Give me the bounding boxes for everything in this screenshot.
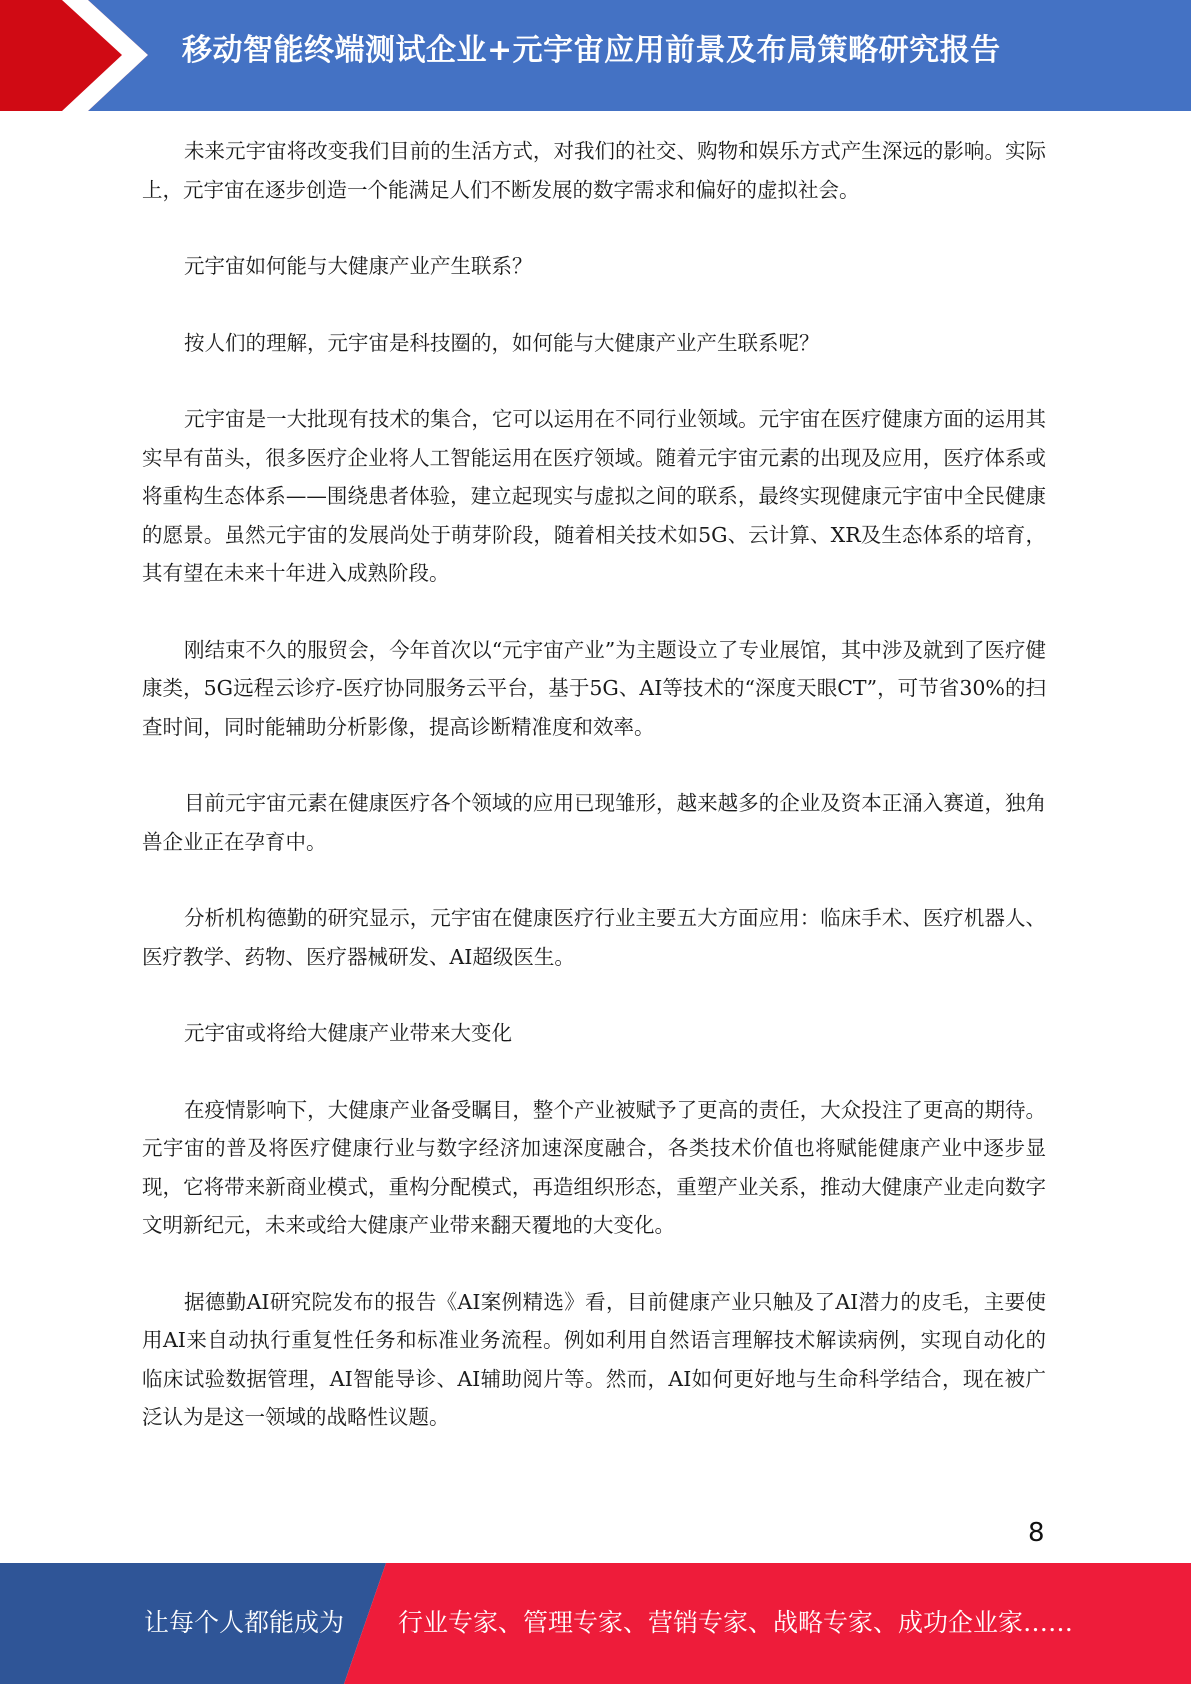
- section-heading: 元宇宙或将给大健康产业带来大变化: [184, 1021, 512, 1045]
- footer-slogan-left: 让每个人都能成为: [144, 1608, 345, 1637]
- paragraph: 据德勤AI研究院发布的报告《AI案例精选》看，目前健康产业只触及了AI潜力的皮毛，主要使用AI来自动执行重复性任务和标准业务流程。例如利用自然语言理解技术解读病例，实现自动化的临床试验数据管理，AI智能导诊、AI辅助阅片等。然而，AI如何更好地与生命科学结合，现在被广泛认为是这一领域的战略性议题。: [142, 1289, 1046, 1429]
- footer-band: [0, 1563, 1191, 1684]
- paragraph: 按人们的理解，元宇宙是科技圈的，如何能与大健康产业产生联系呢？: [184, 330, 820, 355]
- paragraph: 分析机构德勤的研究显示，元宇宙在健康医疗行业主要五大方面应用：临床手术、医疗机器人、医疗教学、药物、医疗器械研发、AI超级医生。: [142, 906, 1046, 969]
- paragraph: 在疫情影响下，大健康产业备受瞩目，整个产业被赋予了更高的责任，大众投注了更高的期待。元宇宙的普及将医疗健康行业与数字经济加速深度融合，各类技术价值也将赋能健康产业中逐步显现，它将带来新商业模式，重构分配模式，再造组织形态，重塑产业关系，推动大健康产业走向数字文明新纪元，未来或给大健康产业带来翻天覆地的大变化。: [142, 1097, 1046, 1237]
- article-body: [142, 132, 1046, 1475]
- paragraph: 刚结束不久的服贸会，今年首次以“元宇宙产业”为主题设立了专业展馆，其中涉及就到了医疗健康类，5G远程云诊疗-医疗协同服务云平台，基于5G、AI等技术的“深度天眼CT”，可节省30%的扫查时间，同时能辅助分析影像，提高诊断精准度和效率。: [142, 637, 1046, 739]
- section-heading: 元宇宙如何能与大健康产业产生联系？: [184, 254, 533, 278]
- footer-slogan-right: 行业专家、管理专家、营销专家、战略专家、成功企业家……: [398, 1608, 1074, 1637]
- report-title: 移动智能终端测试企业+元宇宙应用前景及布局策略研究报告: [182, 33, 1001, 68]
- page-number: 8: [1028, 1518, 1045, 1548]
- paragraph: 目前元宇宙元素在健康医疗各个领域的应用已现雏形，越来越多的企业及资本正涌入赛道，独角兽企业正在孕育中。: [142, 791, 1046, 854]
- paragraph: 未来元宇宙将改变我们目前的生活方式，对我们的社交、购物和娱乐方式产生深远的影响。实际上，元宇宙在逐步创造一个能满足人们不断发展的数字需求和偏好的虚拟社会。: [142, 139, 1046, 202]
- paragraph: 元宇宙是一大批现有技术的集合，它可以运用在不同行业领域。元宇宙在医疗健康方面的运用其实早有苗头，很多医疗企业将人工智能运用在医疗领域。随着元宇宙元素的出现及应用，医疗体系或将重构生态体系——围绕患者体验，建立起现实与虚拟之间的联系，最终实现健康元宇宙中全民健康的愿景。虽然元宇宙的发展尚处于萌芽阶段，随着相关技术如5G、云计算、XR及生态体系的培育，其有望在未来十年进入成熟阶段。: [142, 407, 1046, 585]
- header-band: [0, 0, 1191, 111]
